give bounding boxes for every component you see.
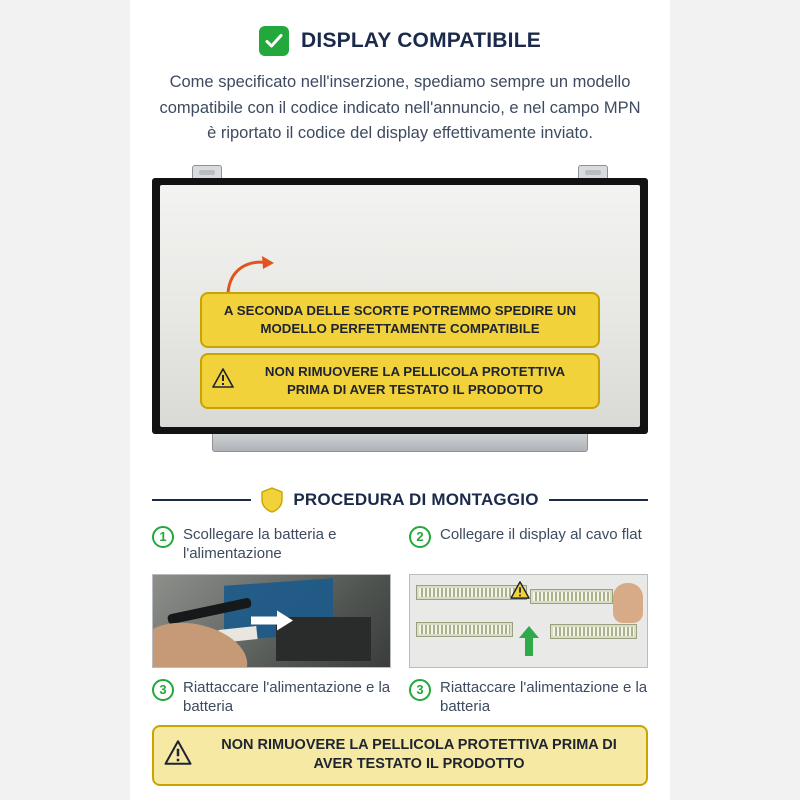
step-2-number: 2 (409, 526, 431, 548)
bottom-warning-banner (152, 725, 648, 786)
shield-icon (261, 487, 283, 513)
procedure-header (152, 487, 648, 513)
green-up-arrow-icon (519, 626, 539, 661)
steps-grid (152, 525, 648, 717)
photo-battery-disconnect (152, 574, 391, 668)
step-3-left-number: 3 (152, 679, 174, 701)
header (130, 0, 670, 56)
flat-cable-top-right (530, 589, 613, 604)
right-margin-band (670, 0, 800, 800)
photo-flat-cable-connect (409, 574, 648, 668)
check-icon (259, 26, 289, 56)
divider-left (152, 499, 251, 501)
panel-bottom-strip (212, 434, 588, 452)
flat-cable-bottom-right (550, 624, 637, 639)
step-3-left (152, 678, 391, 717)
display-panel-illustration (152, 165, 648, 465)
banner-warning-triangle-icon (164, 740, 192, 772)
step-2-text: Collegare il display al cavo flat (440, 525, 642, 543)
step-3-right-text: Riattaccare l'alimentazione e la batteria (440, 678, 648, 716)
step-1-text: Scollegare la batteria e l'alimentazione (183, 525, 337, 563)
panel-screen (160, 185, 640, 427)
step-1 (152, 525, 391, 564)
step-2 (409, 525, 648, 564)
callout-film-warning (200, 353, 600, 409)
warning-triangle-icon (212, 368, 234, 393)
callout-film-warning-text: NON RIMUOVERE LA PELLICOLA PROTETTIVA PRIMA DI AVER TESTATO IL PRODOTTO (264, 363, 566, 397)
photo-warning-triangle-icon (510, 581, 530, 604)
step-3-right (409, 678, 648, 717)
content-column (130, 0, 670, 800)
divider-right (549, 499, 648, 501)
step-1-number: 1 (152, 526, 174, 548)
callout-stock-notice: A SECONDA DELLE SCORTE POTREMMO SPEDIRE UN MODELLO PERFETTAMENTE COMPATIBILE (200, 292, 600, 348)
step-3-right-number: 3 (409, 679, 431, 701)
procedure-title: PROCEDURA DI MONTAGGIO (293, 489, 539, 509)
flat-cable-bottom-left (416, 622, 513, 637)
intro-paragraph: Come specificato nell'inserzione, spediamo sempre un modello compatibile con il codice indicato nell'annuncio, e nel campo MPN è riportato il codice del display effettivamente inviato. (159, 73, 641, 143)
banner-text: NON RIMUOVERE LA PELLICOLA PROTETTIVA PRIMA DI AVER TESTATO IL PRODOTTO (221, 736, 617, 773)
white-arrow-icon (251, 610, 293, 635)
panel-bezel (152, 178, 648, 434)
left-margin-band (0, 0, 130, 800)
page-title: DISPLAY COMPATIBILE (301, 29, 541, 52)
finger-shape (613, 583, 643, 623)
step-3-left-text: Riattaccare l'alimentazione e la batteria (183, 678, 391, 716)
